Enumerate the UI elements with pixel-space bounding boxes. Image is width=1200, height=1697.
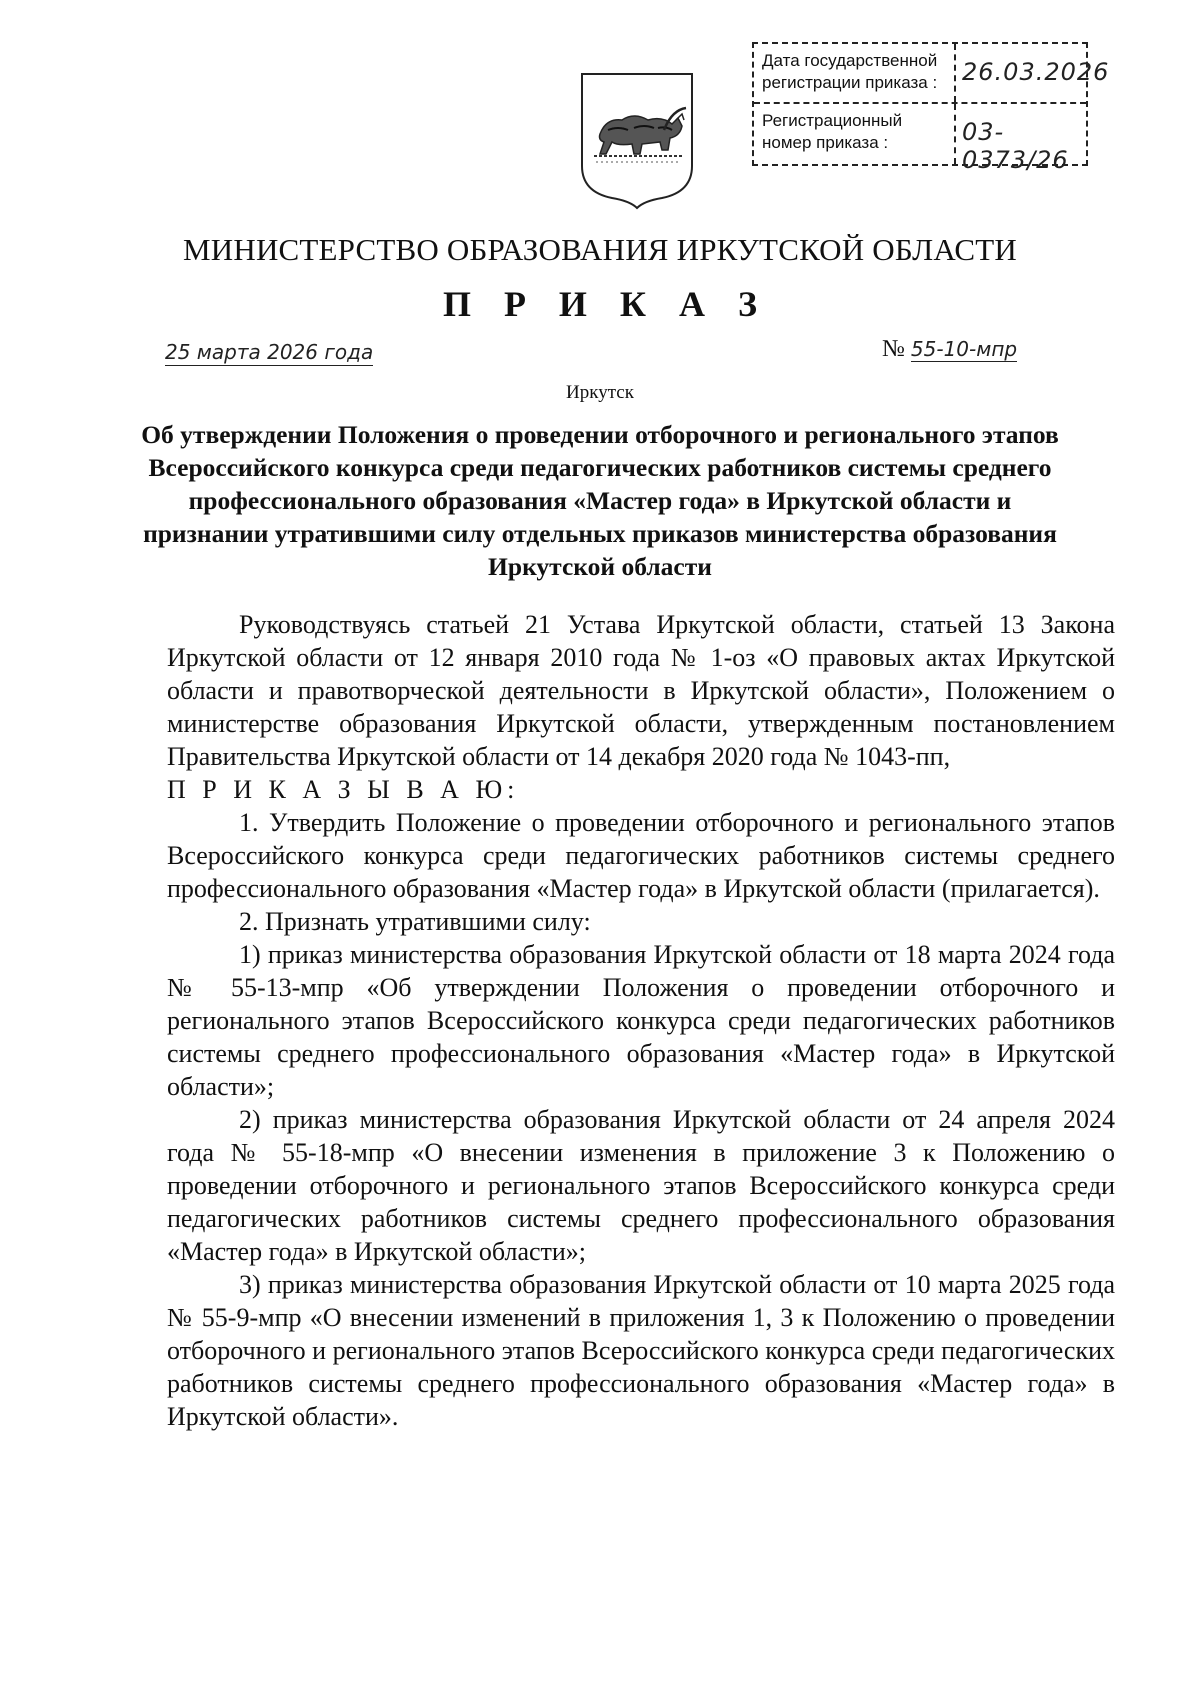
subitem-3: 3) приказ министерства образования Иркутской области от 10 марта 2025 года № 55-9-мпр «О внесении изменений в приложения 1, 3 к Положению о проведении отборочного и регионального этапов Всероссийского конкурса среди педагогических работников системы среднего профессионального образования «Мастер года» в Иркутской области». (167, 1270, 1115, 1431)
decree-heading: П Р И К А З Ы В А Ю: (167, 775, 520, 804)
registration-number-row (754, 104, 1086, 174)
registration-date-value: 26.03.2026 (962, 58, 1110, 86)
order-number-value: 55-10-мпр (910, 337, 1018, 361)
order-date: 25 марта 2026 года (165, 340, 374, 364)
order-number (882, 336, 1017, 363)
registration-number-value: 03-0373/26 (962, 118, 1069, 174)
item-1: 1. Утвердить Положение о проведении отборочного и регионального этапов Всероссийского конкурса среди педагогических работников системы среднего профессионального образования «Мастер года» в Иркутской области (прилагается). (167, 808, 1115, 903)
ministry-name: МИНИСТЕРСТВО ОБРАЗОВАНИЯ ИРКУТСКОЙ ОБЛАСТИ (183, 232, 1017, 267)
order-subject: Об утверждении Положения о проведении отборочного и регионального этапов Всероссийского конкурса среди педагогических работников системы среднего профессионального образования «Мастер года» в Иркутской области и признании утратившими силу отдельных приказов министерства образования Иркутской области (141, 420, 1059, 581)
registration-date-row (754, 44, 1110, 104)
preamble-paragraph: Руководствуясь статьей 21 Устава Иркутской области, статьей 13 Закона Иркутской области от 12 января 2010 года № 1-оз «О правовых актах Иркутской области и правотворческой деятельности в Иркутской области», Положением о министерстве образования Иркутской области, утвержденным постановлением Правительства Иркутской области от 14 декабря 2020 года № 1043-пп, (167, 610, 1115, 771)
registration-number-label: Регистрационный номер приказа : (762, 111, 903, 152)
coat-of-arms-icon (578, 70, 696, 210)
order-title: П Р И К А З (442, 284, 770, 324)
subitem-1: 1) приказ министерства образования Иркутской области от 18 марта 2024 года № 55-13-мпр «Об утверждении Положения о проведении отборочного и регионального этапов Всероссийского конкурса среди педагогических работников системы среднего профессионального образования «Мастер года» в Иркутской области»; (167, 940, 1115, 1101)
order-body (167, 608, 1115, 1433)
city: Иркутск (566, 382, 634, 403)
subitem-2: 2) приказ министерства образования Иркутской области от 24 апреля 2024 года № 55-18-мпр «О внесении изменения в приложение 3 к Положению о проведении отборочного и регионального этапов Всероссийского конкурса среди педагогических работников системы среднего профессионального образования «Мастер года» в Иркутской области»; (167, 1105, 1115, 1266)
item-2: 2. Признать утратившими силу: (239, 907, 591, 936)
order-number-prefix: № (882, 336, 905, 362)
registration-stamp (752, 42, 1110, 174)
registration-date-label: Дата государственной регистрации приказа : (762, 51, 938, 92)
